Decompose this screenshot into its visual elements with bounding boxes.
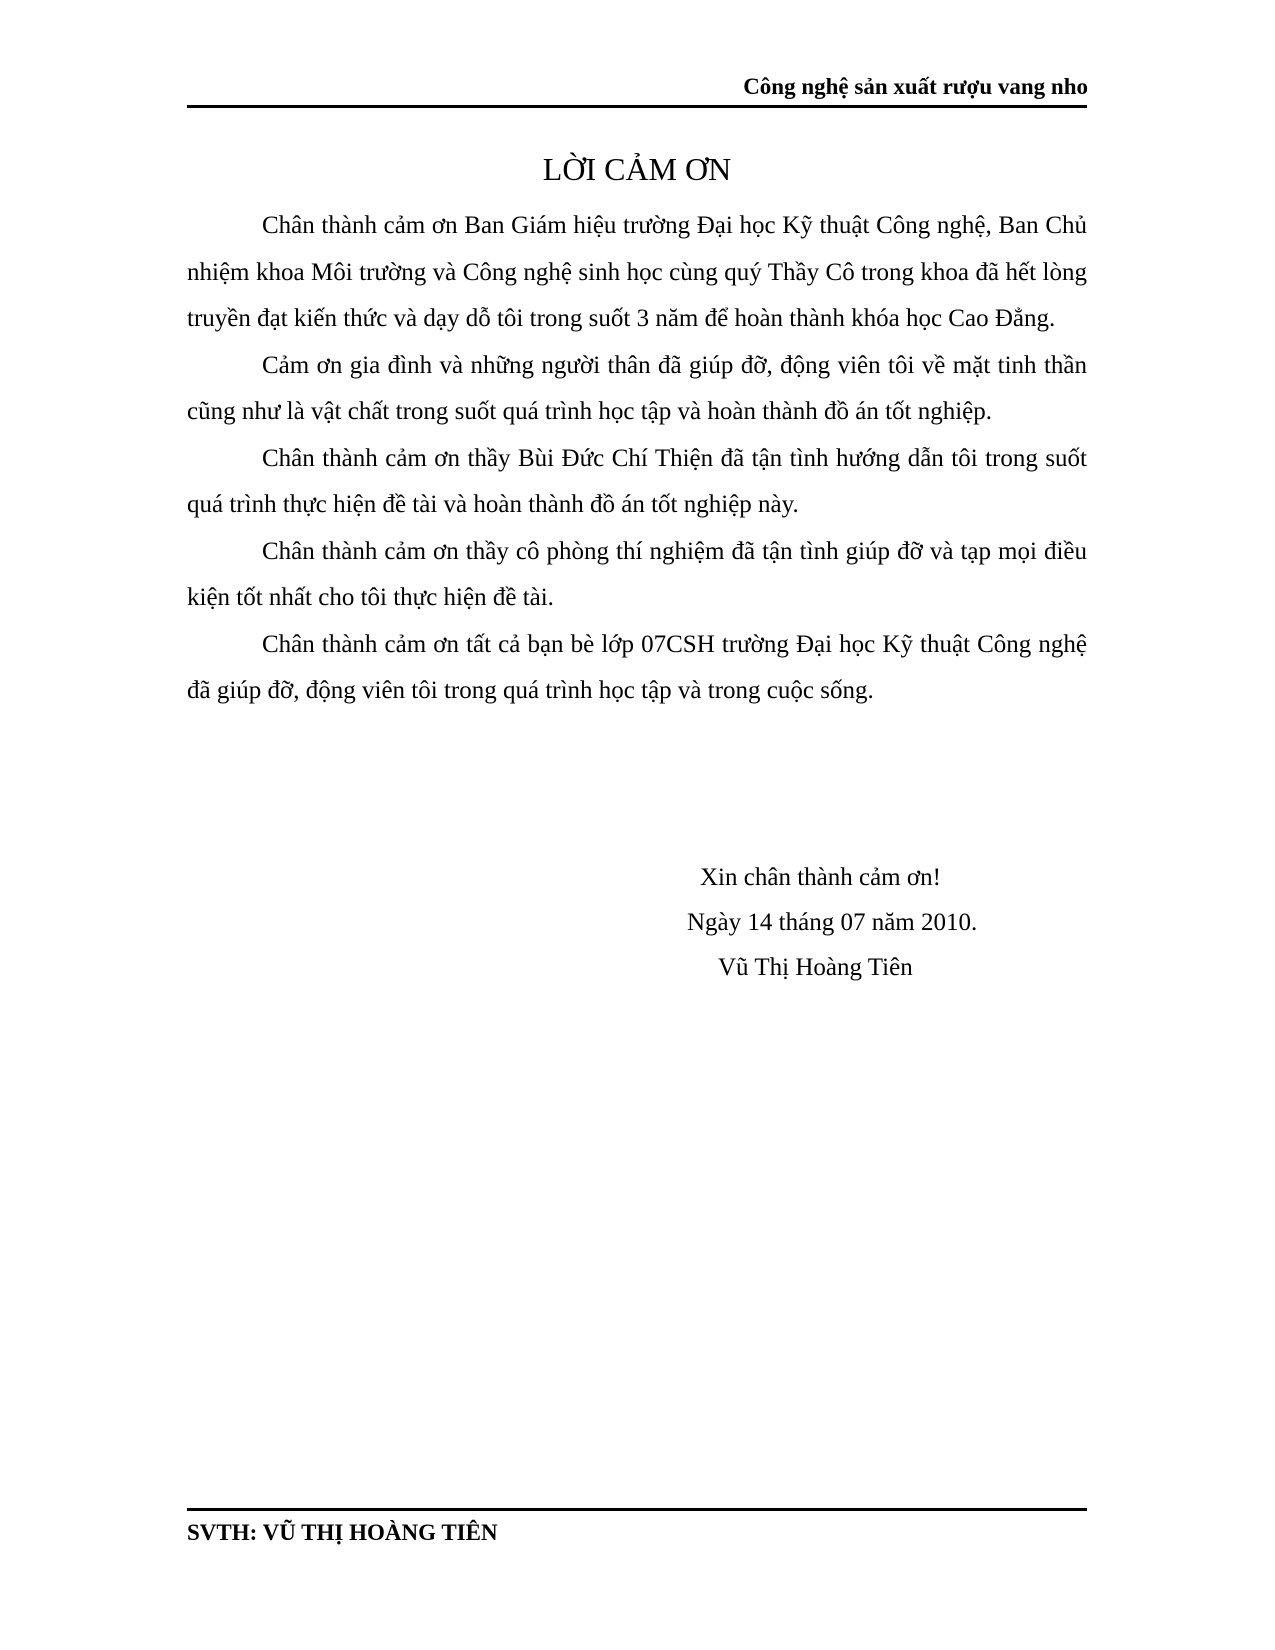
paragraph-4: Chân thành cảm ơn thầy cô phòng thí nghiệm đã tận tình giúp đỡ và tạp mọi điều kiện tốt nhất cho tôi thực hiện đề tài. <box>187 537 1087 611</box>
paragraph-3: Chân thành cảm ơn thầy Bùi Đức Chí Thiện đã tận tình hướng dẫn tôi trong suốt quá trình thực hiện đề tài và hoàn thành đồ án tốt nghiệp này. <box>187 444 1087 518</box>
page-title: LỜI CẢM ƠN <box>542 151 732 187</box>
acknowledgement-body <box>187 203 1087 715</box>
footer-author: SVTH: VŨ THỊ HOÀNG TIÊN <box>187 1520 498 1545</box>
paragraph-5: Chân thành cảm ơn tất cả bạn bè lớp 07CSH trường Đại học Kỹ thuật Công nghệ đã giúp đỡ, động viên tôi trong quá trình học tập và trong cuộc sống. <box>187 630 1087 704</box>
footer-divider <box>187 1508 1087 1511</box>
paragraph-2: Cảm ơn gia đình và những người thân đã giúp đỡ, động viên tôi về mặt tinh thần cũng như là vật chất trong suốt quá trình học tập và hoàn thành đồ án tốt nghiệp. <box>187 351 1087 425</box>
closing-date: Ngày 14 tháng 07 năm 2010. <box>687 909 978 936</box>
closing-thanks: Xin chân thành cảm ơn! <box>700 864 941 891</box>
running-header-title: Công nghệ sản xuất rượu vang nho <box>743 74 1088 99</box>
paragraph-1: Chân thành cảm ơn Ban Giám hiệu trường Đại học Kỹ thuật Công nghệ, Ban Chủ nhiệm khoa Môi trường và Công nghệ sinh học cùng quý Thầy Cô trong khoa đã hết lòng truyền đạt kiến thức và dạy dỗ tôi trong suốt 3 năm để hoàn thành khóa học Cao Đẳng. <box>187 212 1087 332</box>
header-divider <box>187 105 1087 108</box>
closing-signature: Vũ Thị Hoàng Tiên <box>718 954 913 981</box>
